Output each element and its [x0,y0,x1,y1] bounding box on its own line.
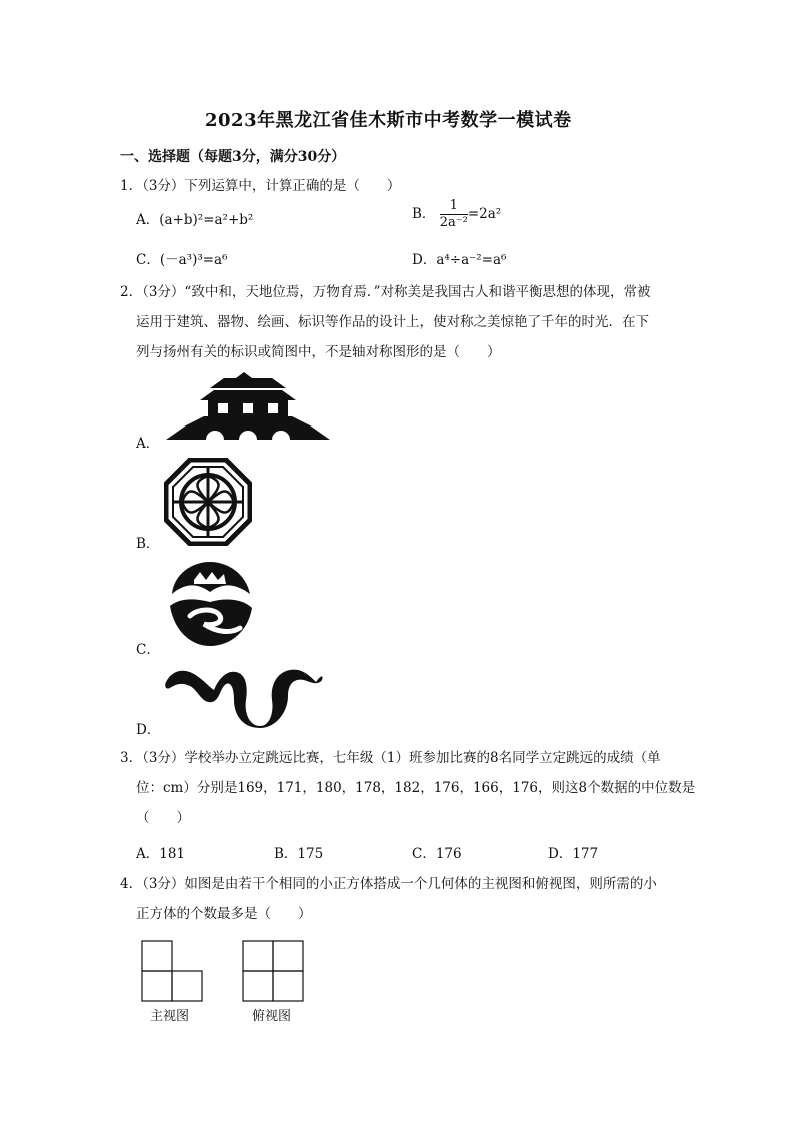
q3-stem-line3: （ ） [136,810,190,826]
q3-stem-line1: 3．（3分）学校举办立定跳远比赛，七年级（1）班参加比赛的8名同学立定跳远的成绩（单 [120,750,661,766]
q1-option-d [412,248,506,268]
q2-stem-line1: 2．（3分）“致中和，天地位焉，万物育焉．”对称美是我国古人和谐平衡思想的体现，常被 [120,284,651,300]
section-heading: 一、选择题（每题3分，满分30分） [120,149,346,165]
q2-option-d-wave-figure [164,660,324,730]
q4-top-view-caption: 俯视图 [252,1009,292,1024]
q2-option-d-label: D． [136,722,161,738]
q2-option-a-label: A． [136,436,160,452]
q1-stem: 1．（3分）下列运算中，计算正确的是（ ） [120,178,401,194]
q2-option-b-octagon-window-figure [164,458,252,546]
q1-c-expr: (－a³)³=a⁶ [159,252,228,268]
q1-b-label: B． [412,206,436,222]
q1-a-expr: (a+b)²=a²+b² [159,212,254,228]
q1-b-rhs: =2a² [467,206,502,222]
q2-option-a-pavilion-figure [164,370,334,442]
q2-stem-line2: 运用于建筑、器物、绘画、标识等作品的设计上，使对称之美惊艳了千年的时光．在下 [136,314,649,330]
q1-b-numerator: 1 [440,198,468,215]
q4-stem-line2: 正方体的个数最多是（ ） [136,906,312,922]
q1-d-expr: a⁴÷a⁻²=a⁶ [436,252,507,268]
q3-option-c: C．176 [412,846,462,862]
q1-b-fraction [440,198,468,231]
q2-option-b-label: B． [136,536,160,552]
page-title: 2023年黑龙江省佳木斯市中考数学一模试卷 [205,110,572,131]
q1-option-a [136,208,253,228]
q3-stem-line2: 位：cm）分别是169，171，180，178，182，176，166，176，则这8个数据的中位数是 [136,780,696,796]
q1-c-label: C． [136,252,160,268]
q4-front-view-caption: 主视图 [150,1009,190,1024]
q1-option-c [136,248,228,268]
q2-stem-line3: 列与扬州有关的标识或简图中，不是轴对称图形的是（ ） [136,344,501,360]
q3-option-d: D．177 [548,846,599,862]
q4-stem-line1: 4．（3分）如图是由若干个相同的小正方体搭成一个几何体的主视图和俯视图，则所需的小 [120,876,657,892]
q1-option-b [412,198,501,231]
q1-b-denominator: 2a⁻² [439,215,468,230]
q4-top-view-figure [242,940,306,1002]
q1-d-label: D． [412,252,437,268]
q2-option-c-label: C． [136,642,160,658]
q2-option-c-emblem-figure [164,558,256,650]
q1-a-label: A． [136,212,160,228]
q3-option-b: B．175 [274,846,324,862]
q3-option-a: A．181 [136,846,186,862]
q4-front-view-figure [141,940,205,1002]
